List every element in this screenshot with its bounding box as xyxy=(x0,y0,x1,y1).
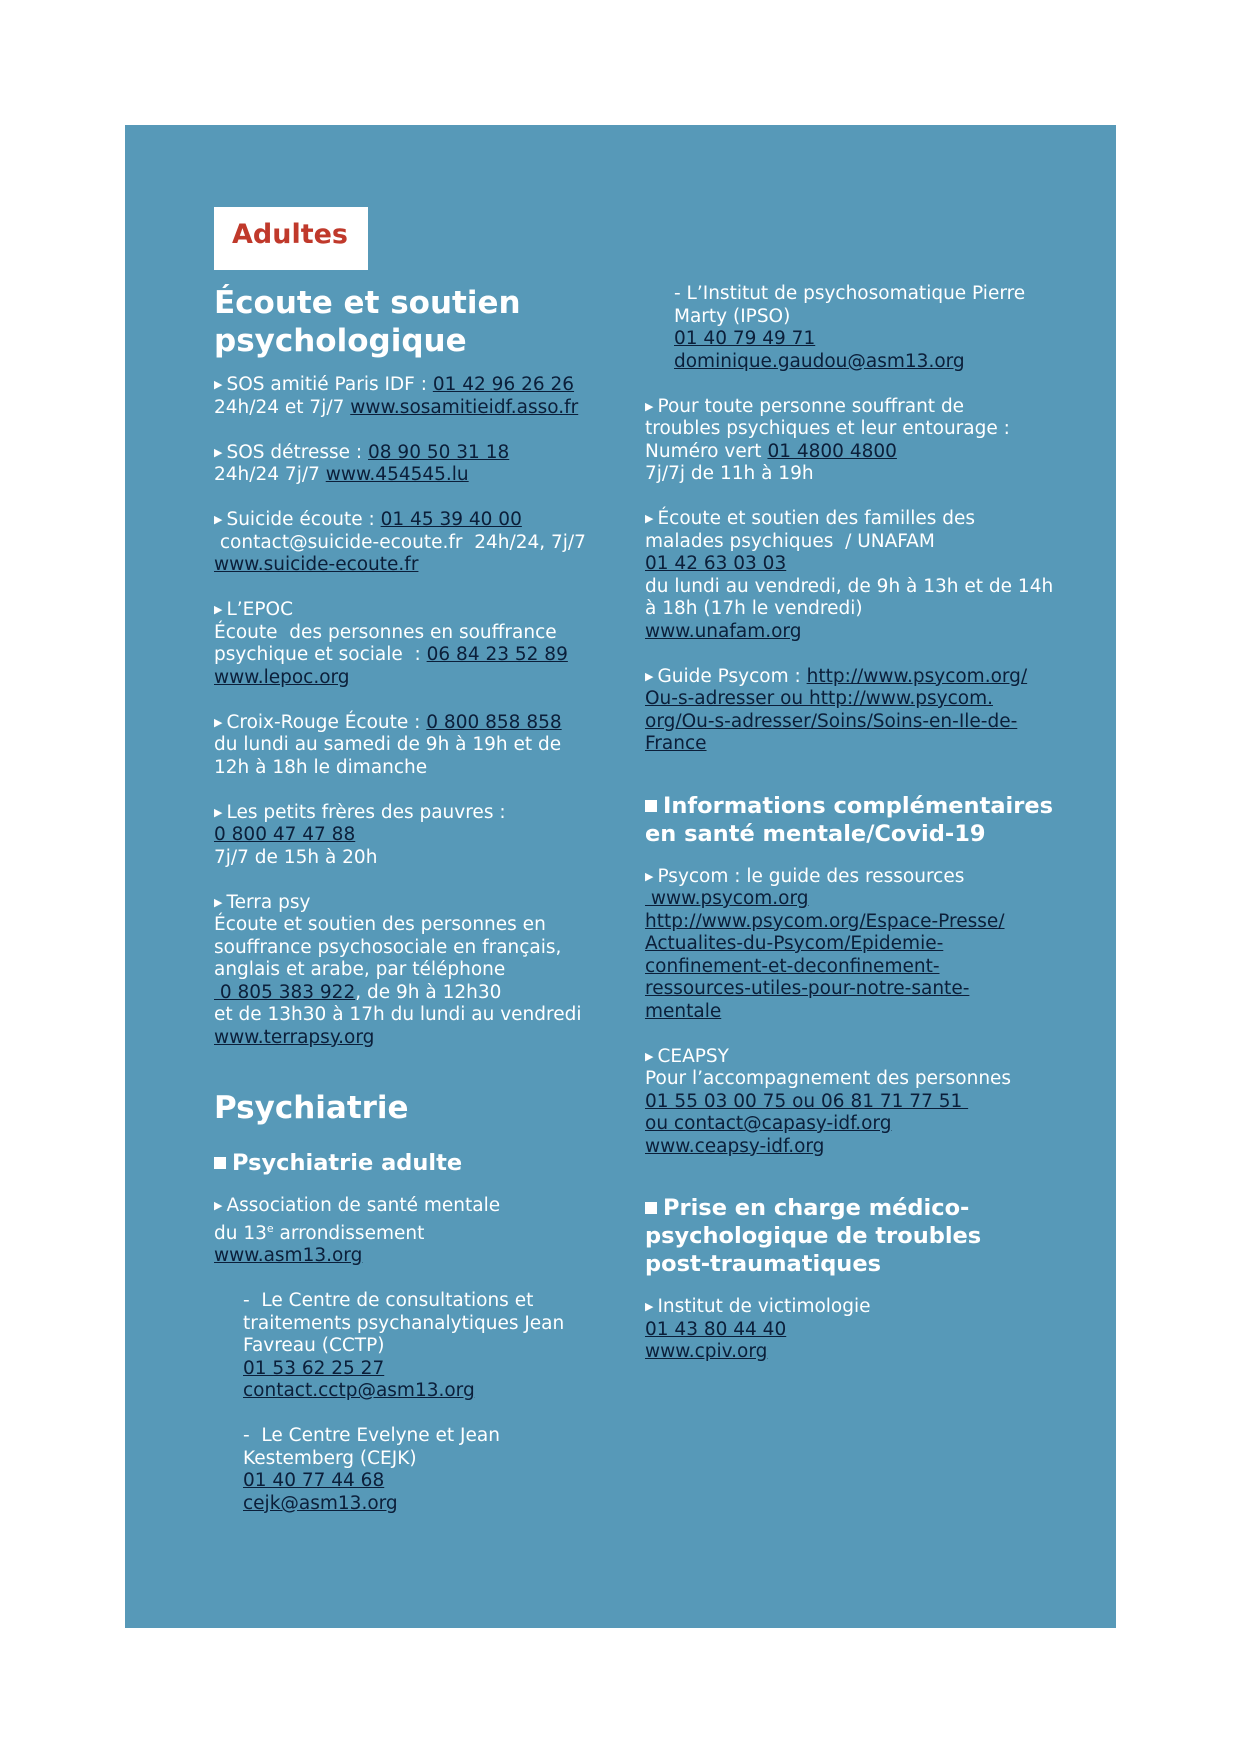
website-link[interactable]: www.unafam.org xyxy=(645,620,802,642)
description-text: Marty (IPSO) xyxy=(674,305,791,327)
entry-petits-freres xyxy=(214,802,634,870)
website-link[interactable]: mentale xyxy=(645,1000,722,1022)
heading-prise-en-charge xyxy=(645,1194,1065,1278)
triangle-right-icon: ▶ xyxy=(214,1199,223,1212)
triangle-right-icon: ▶ xyxy=(214,715,223,729)
hours-text: 7j/7 de 15h à 20h xyxy=(214,846,378,868)
description-text: Écoute et soutien des personnes en xyxy=(214,914,546,935)
description-text: - Le Centre Evelyne et Jean xyxy=(243,1425,500,1447)
entry-asm13 xyxy=(214,1195,634,1268)
triangle-right-icon: ▶ xyxy=(214,378,223,391)
heading-ecoute-line1: Écoute et soutien xyxy=(214,285,521,321)
phone-link[interactable]: 01 45 39 40 00 xyxy=(380,509,522,530)
website-link[interactable]: www.suicide-ecoute.fr xyxy=(214,554,419,575)
description-text: Kestemberg (CEJK) xyxy=(243,1447,417,1469)
website-link[interactable]: www.ceapsy-idf.org xyxy=(645,1135,825,1157)
website-link[interactable]: http://www.psycom.org/Espace-Presse/ xyxy=(645,910,1005,932)
entry-terra-psy xyxy=(214,892,634,1050)
entry-psycom xyxy=(645,866,1065,1024)
entry-cctp xyxy=(214,1290,634,1403)
description-text: anglais et arabe, par téléphone xyxy=(214,959,506,980)
entry-label: L’EPOC xyxy=(226,599,293,620)
entry-label: Pour toute personne souffrant de xyxy=(657,395,965,417)
entry-croix-rouge xyxy=(214,712,634,780)
description-text: troubles psychiques et leur entourage : xyxy=(645,418,1010,439)
website-link[interactable]: www.terrapsy.org xyxy=(214,1026,375,1048)
triangle-right-icon: ▶ xyxy=(645,1049,654,1063)
entry-unafam xyxy=(645,508,1065,643)
email-link[interactable]: contact.cctp@asm13.org xyxy=(243,1380,475,1402)
description-text: Numéro vert xyxy=(645,440,768,462)
entry-label: SOS détresse : xyxy=(226,441,369,463)
description-text: Favreau (CCTP) xyxy=(243,1335,385,1357)
entry-cejk xyxy=(214,1425,634,1515)
entry-label: SOS amitié Paris IDF : xyxy=(226,374,433,395)
hours-text: 12h à 18h le dimanche xyxy=(214,756,428,778)
heading-psychiatrie-adulte xyxy=(214,1149,634,1177)
description-text: - L’Institut de psychosomatique Pierre xyxy=(674,283,1026,304)
heading-text: en santé mentale/Covid-19 xyxy=(645,820,986,847)
website-link[interactable]: www.asm13.org xyxy=(214,1245,363,1267)
entry-sos-amitie xyxy=(214,374,634,419)
entry-label: Guide Psycom : xyxy=(657,665,807,687)
website-link[interactable]: www.lepoc.org xyxy=(214,666,350,688)
description-text: psychique et sociale : xyxy=(214,644,427,665)
hours-text: 24h/24 7j/7 xyxy=(214,464,326,485)
phone-link[interactable]: 01 55 03 00 75 ou 06 81 71 77 51 xyxy=(645,1090,969,1112)
email-link[interactable]: cejk@asm13.org xyxy=(243,1492,398,1514)
hours-text: , de 9h à 12h30 xyxy=(355,981,502,1003)
phone-link[interactable]: 0 800 47 47 88 xyxy=(214,824,356,845)
phone-link[interactable]: 01 42 96 26 26 xyxy=(432,374,575,395)
entry-suicide-ecoute xyxy=(214,509,634,577)
entry-label: Terra psy xyxy=(226,891,311,913)
website-link[interactable]: www.sosamitieidf.asso.fr xyxy=(350,396,579,418)
heading-text: Prise en charge médico- xyxy=(663,1195,970,1221)
website-link[interactable]: Actualites-du-Psycom/Epidemie- xyxy=(645,933,944,954)
heading-text: Informations complémentaires xyxy=(663,792,1053,819)
entry-label: Psycom : le guide des ressources xyxy=(657,865,965,887)
entry-ipso xyxy=(645,283,1065,373)
phone-link[interactable]: 01 43 80 44 40 xyxy=(645,1318,787,1340)
triangle-right-icon: ▶ xyxy=(214,445,223,459)
superscript: e xyxy=(266,1221,274,1235)
phone-link[interactable]: 01 40 79 49 71 xyxy=(674,328,816,349)
phone-link[interactable]: 01 53 62 25 27 xyxy=(243,1357,385,1379)
description-text: souffrance psychosociale en français, xyxy=(214,936,562,958)
triangle-right-icon: ▶ xyxy=(645,399,654,413)
website-link[interactable]: org/Ou-s-adresser/Soins/Soins-en-Ile-de- xyxy=(645,710,1018,732)
email-link[interactable]: ou contact@capasy-idf.org xyxy=(645,1113,892,1134)
website-link[interactable]: www.cpiv.org xyxy=(645,1341,768,1362)
hours-text: du lundi au samedi de 9h à 19h et de xyxy=(214,734,562,755)
entry-label: Association de santé mentale xyxy=(226,1195,501,1216)
square-bullet-icon xyxy=(214,1157,226,1169)
square-bullet-icon xyxy=(645,800,657,812)
entry-label: Institut de victimologie xyxy=(657,1296,871,1317)
hours-text: et de 13h30 à 17h du lundi au vendredi xyxy=(214,1004,582,1025)
website-link[interactable]: Ou-s-adresser ou http://www.psycom. xyxy=(645,688,993,709)
triangle-right-icon: ▶ xyxy=(214,603,223,616)
triangle-right-icon: ▶ xyxy=(645,1300,654,1313)
entry-ceapsy xyxy=(645,1046,1065,1159)
entry-epoc xyxy=(214,599,634,689)
hours-text: 24h/24 et 7j/7 xyxy=(214,396,351,418)
triangle-right-icon: ▶ xyxy=(645,669,654,683)
entry-label: Suicide écoute : xyxy=(226,509,381,530)
hours-text: à 18h (17h le vendredi) xyxy=(645,598,863,619)
triangle-right-icon: ▶ xyxy=(214,895,223,909)
website-link[interactable]: ressources-utiles-pour-notre-sante- xyxy=(645,978,970,999)
heading-text: Psychiatrie adulte xyxy=(232,1150,463,1176)
square-bullet-icon xyxy=(645,1202,657,1214)
heading-ecoute xyxy=(214,284,634,360)
description-text: traitements psychanalytiques Jean xyxy=(243,1312,565,1334)
contact-text: contact@suicide-ecoute.fr 24h/24, 7j/7 xyxy=(214,531,586,553)
triangle-right-icon: ▶ xyxy=(645,512,654,525)
phone-link[interactable]: 06 84 23 52 89 xyxy=(426,644,568,665)
phone-link[interactable]: 0 805 383 922 xyxy=(214,981,356,1003)
hours-text: 7j/7j de 11h à 19h xyxy=(645,463,814,484)
description-text: - Le Centre de consultations et xyxy=(243,1290,534,1312)
left-column xyxy=(214,207,634,1538)
description-text: Pour l’accompagnement des personnes xyxy=(645,1068,1012,1089)
description-text: Écoute des personnes en souffrance xyxy=(214,621,557,643)
website-link[interactable]: confinement-et-deconfinement- xyxy=(645,955,940,977)
entry-numero-vert xyxy=(645,396,1065,486)
description-text: du 13 xyxy=(214,1222,267,1244)
section-tag-adultes: Adultes xyxy=(214,207,368,270)
phone-link[interactable]: 0 800 858 858 xyxy=(426,711,562,733)
description-text: malades psychiques / UNAFAM xyxy=(645,530,935,552)
heading-ecoute-line2: psychologique xyxy=(214,323,467,359)
triangle-right-icon: ▶ xyxy=(214,805,223,819)
right-column xyxy=(645,283,1065,1386)
entry-label: CEAPSY xyxy=(657,1045,729,1067)
hours-text: du lundi au vendredi, de 9h à 13h et de 14h xyxy=(645,575,1054,597)
entry-label: Écoute et soutien des familles des xyxy=(657,508,976,529)
phone-link[interactable]: 01 42 63 03 03 xyxy=(645,553,787,574)
entry-victimologie xyxy=(645,1296,1065,1364)
phone-link[interactable]: 08 90 50 31 18 xyxy=(368,441,510,463)
entry-label: Les petits frères des pauvres : xyxy=(226,801,506,823)
email-link[interactable]: dominique.gaudou@asm13.org xyxy=(674,350,965,372)
heading-text: psychologique de troubles xyxy=(645,1223,982,1249)
triangle-right-icon: ▶ xyxy=(214,513,223,526)
entry-guide-psycom xyxy=(645,666,1065,756)
entry-label: Croix-Rouge Écoute : xyxy=(226,711,427,733)
phone-link[interactable]: 01 4800 4800 xyxy=(767,440,897,462)
phone-link[interactable]: 01 40 77 44 68 xyxy=(243,1470,385,1492)
website-link[interactable]: France xyxy=(645,733,707,754)
heading-text: post-traumatiques xyxy=(645,1251,881,1277)
heading-infos-covid xyxy=(645,792,1065,848)
website-link[interactable]: www.psycom.org xyxy=(645,888,809,909)
website-link[interactable]: www.454545.lu xyxy=(325,464,469,485)
triangle-right-icon: ▶ xyxy=(645,869,654,883)
website-link[interactable]: http://www.psycom.org/ xyxy=(806,665,1028,687)
description-text: arrondissement xyxy=(273,1222,425,1244)
entry-sos-detresse xyxy=(214,442,634,487)
heading-psychiatrie: Psychiatrie xyxy=(214,1090,409,1126)
